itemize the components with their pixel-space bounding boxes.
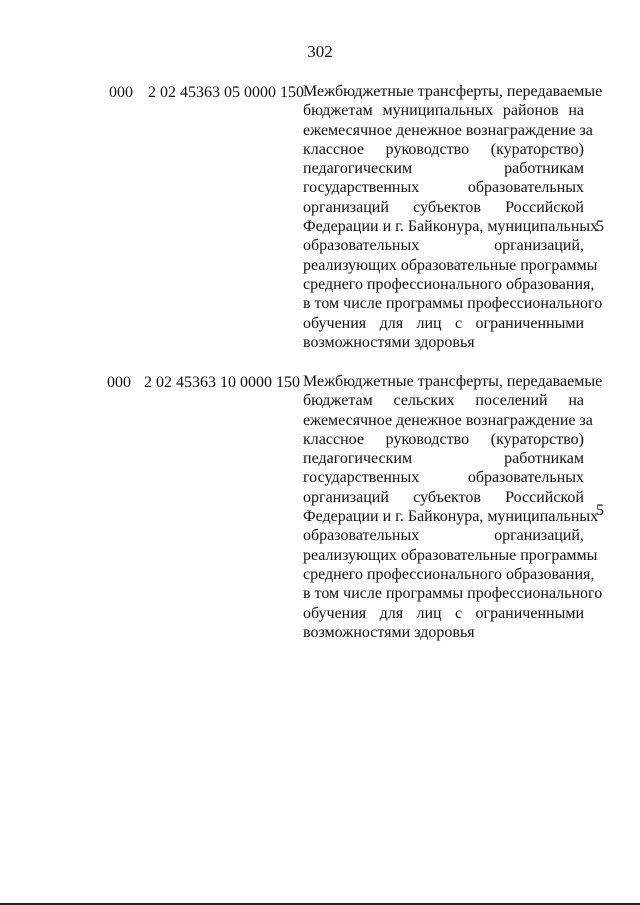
description-line: организаций субъектов Российской: [303, 198, 584, 216]
budget-classification-code: 2 02 45363 05 0000 150: [148, 84, 304, 101]
description-line: среднего профессионального образования,: [303, 275, 595, 293]
description-line: классное руководство (кураторство): [303, 430, 584, 448]
description-line: возможностями здоровья: [303, 333, 475, 351]
value-cell: 5: [596, 218, 604, 235]
description-line: ежемесячное денежное вознаграждение за: [303, 121, 593, 139]
description-line: реализующих образовательные программы: [303, 546, 598, 564]
revenue-description: [303, 82, 603, 352]
description-line: бюджетам сельских поселений на: [303, 392, 584, 410]
admin-code: 000: [107, 374, 131, 391]
description-line: обучения для лиц с ограниченными: [303, 604, 584, 622]
description-line: реализующих образовательные программы: [303, 256, 598, 274]
description-line: образовательных организаций,: [303, 527, 584, 545]
description-line: организаций субъектов Российской: [303, 488, 584, 506]
description-line: образовательных организаций,: [303, 237, 584, 255]
description-line: государственных образовательных: [303, 469, 584, 487]
description-line: педагогическим работникам: [303, 160, 584, 178]
revenue-description: [303, 372, 603, 642]
description-line: среднего профессионального образования,: [303, 565, 595, 583]
description-line: бюджетам муниципальных районов на: [303, 102, 584, 120]
description-line: в том числе программы профессионального: [303, 585, 603, 603]
description-line: Межбюджетные трансферты, передаваемые: [303, 83, 603, 100]
budget-classification-code: 2 02 45363 10 0000 150: [144, 374, 300, 391]
description-line: в том числе программы профессионального: [303, 295, 603, 313]
description-line: педагогическим работникам: [303, 450, 584, 468]
description-line: Межбюджетные трансферты, передаваемые: [303, 373, 603, 390]
description-line: классное руководство (кураторство): [303, 140, 584, 158]
value-cell: 5: [596, 502, 604, 519]
admin-code: 000: [109, 84, 133, 101]
description-line: Федерации и г. Байконура, муниципальных: [303, 218, 599, 236]
page-number: 302: [307, 42, 333, 61]
description-line: ежемесячное денежное вознаграждение за: [303, 411, 593, 429]
description-line: возможностями здоровья: [303, 623, 475, 641]
description-line: обучения для лиц с ограниченными: [303, 314, 584, 332]
description-line: Федерации и г. Байконура, муниципальных: [303, 508, 599, 526]
description-line: государственных образовательных: [303, 179, 584, 197]
